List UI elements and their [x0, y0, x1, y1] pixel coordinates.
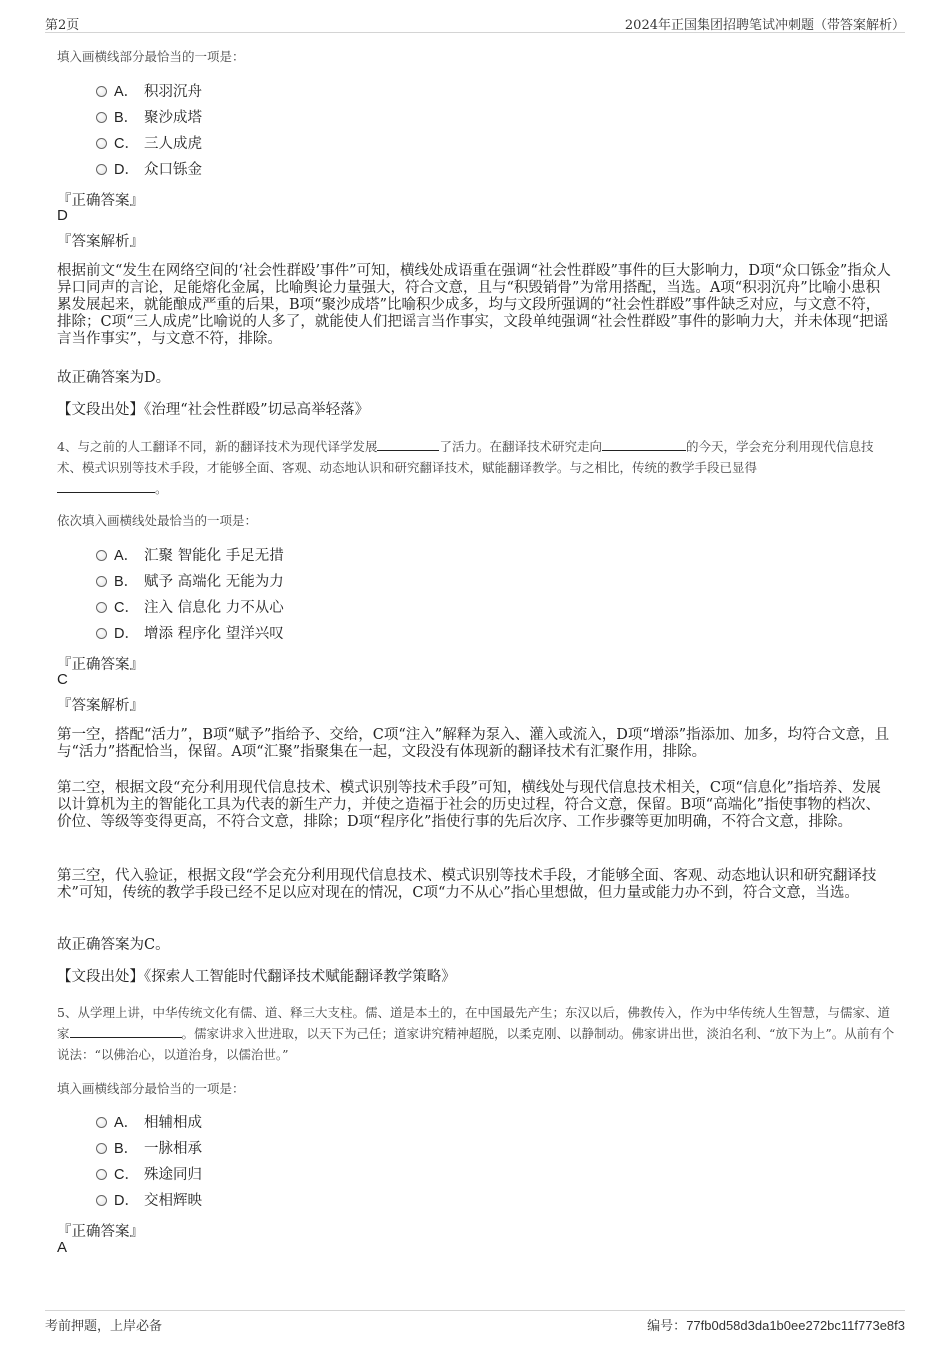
- document-code: 编号：77fb0d58d3da1b0ee272bc11f773e8f3: [647, 1318, 905, 1334]
- q4-option-b[interactable]: B． 赋予 高端化 无能为力: [96, 572, 284, 592]
- q5-answer: A: [57, 1239, 68, 1256]
- q5-option-c[interactable]: C． 殊途同归: [96, 1165, 202, 1185]
- q4-answer-label: 『正确答案』: [57, 657, 144, 673]
- page-footer: [45, 1310, 905, 1333]
- radio-icon[interactable]: [96, 1117, 107, 1128]
- q3-analysis-paragraph: 根据前文“发生在网络空间的‘社会性群殴’事件”可知，横线处成语重在强调“社会性群殴”事件的巨大影响力，D项“众口铄金”指众人异口同声的言论，足能熔化金属，比喻舆论力量强大，符合文意，且与“积毁销骨”为常用搭配，当选。A项“积羽沉舟”比喻小患积累发展起来，就能酿成严重的后果，B项“聚沙成塔”比喻积少成多，均与文段所强调的“社会性群殴”事件缺乏对应，与文意不符，排除；C项“三人成虎”比喻说的人多了，就能使人们把谣言当作事实，文段单纯强调“社会性群殴”事件的影响力大，并未体现“把谣言当作事实”，与文意不符，排除。: [57, 263, 891, 347]
- radio-icon[interactable]: [96, 1195, 107, 1206]
- radio-icon[interactable]: [96, 138, 107, 149]
- document-title: 2024年正国集团招聘笔试冲刺题（带答案解析）: [624, 18, 905, 33]
- q3-answer-label: 『正确答案』: [57, 193, 144, 209]
- blank-2: [602, 439, 686, 451]
- q3-option-a[interactable]: A． 积羽沉舟: [96, 82, 202, 102]
- q4-prompt: 依次填入画横线处最恰当的一项是：: [57, 513, 258, 528]
- page-header: [45, 14, 905, 33]
- q4-conclusion: 故正确答案为C。: [57, 937, 170, 953]
- q4-answer: C: [57, 671, 68, 688]
- q4-option-a[interactable]: A． 汇聚 智能化 手足无措: [96, 546, 284, 566]
- q4-option-c[interactable]: C． 注入 信息化 力不从心: [96, 598, 284, 618]
- q5-prompt: 填入画横线部分最恰当的一项是：: [57, 1081, 245, 1096]
- blank-3: [57, 481, 155, 493]
- radio-icon[interactable]: [96, 550, 107, 561]
- q3-source: 【文段出处】《治理“社会性群殴”切忌高举轻落》: [57, 402, 370, 418]
- radio-icon[interactable]: [96, 602, 107, 613]
- q3-answer: D: [57, 207, 68, 224]
- q5-option-a[interactable]: A． 相辅相成: [96, 1113, 202, 1133]
- radio-icon[interactable]: [96, 86, 107, 97]
- footer-slogan: 考前押题，上岸必备: [45, 1319, 163, 1334]
- q4-source: 【文段出处】《探索人工智能时代翻译技术赋能翻译教学策略》: [57, 969, 456, 985]
- q4-option-d[interactable]: D． 增添 程序化 望洋兴叹: [96, 624, 284, 644]
- q3-option-b[interactable]: B． 聚沙成塔: [96, 108, 202, 128]
- q4-analysis-paragraph-1: 第一空，搭配“活力”，B项“赋予”指给予、交给，C项“注入”解释为泵入、灌入或流入，D项“增添”指添加、加多，均符合文意，且与“活力”搭配恰当，保留。A项“汇聚”指聚集在一起，文段没有体现新的翻译技术有汇聚作用，排除。: [57, 727, 890, 760]
- page-number: 第2页: [45, 18, 80, 33]
- radio-icon[interactable]: [96, 628, 107, 639]
- radio-icon[interactable]: [96, 112, 107, 123]
- q5-option-b[interactable]: B． 一脉相承: [96, 1139, 202, 1159]
- q3-analysis-label: 『答案解析』: [57, 234, 144, 250]
- radio-icon[interactable]: [96, 164, 107, 175]
- q5-answer-label: 『正确答案』: [57, 1224, 144, 1240]
- q5-stem: 5、从学理上讲，中华传统文化有儒、道、释三大支柱。儒、道是本土的，在中国最先产生；东汉以后，佛教传入，作为中华传统人生智慧，与儒家、道家 。儒家讲求入世进取，以天下为己任；道家讲究精神超脱，以柔克刚、以静制动。佛家讲出世，淡泊名利、“放下为上”。从前有个说法：“以佛治心，以道治身，以儒治世。”: [57, 1005, 895, 1062]
- q3-conclusion: 故正确答案为D。: [57, 370, 171, 386]
- q4-analysis-paragraph-2: 第二空，根据文段“充分利用现代信息技术、模式识别等技术手段”可知，横线处与现代信息技术相关，C项“信息化”指培养、发展以计算机为主的智能化工具为代表的新生产力，并使之造福于社会的历史过程，符合文意，保留。B项“高端化”指使事物的档次、价位、等级等变得更高，不符合文意，排除；D项“程序化”指使行事的先后次序、工作步骤等更加明确，不符合文意，排除。: [57, 780, 881, 830]
- q4-analysis-paragraph-3: 第三空，代入验证，根据文段“学会充分利用现代信息技术、模式识别等技术手段，才能够全面、客观、动态地认识和研究翻译技术”可知，传统的教学手段已经不足以应对现在的情况，C项“力不从心”指心里想做，但力量或能力办不到，符合文意，当选。: [57, 868, 877, 901]
- blank-1: [70, 1026, 182, 1038]
- radio-icon[interactable]: [96, 1169, 107, 1180]
- q3-prompt: 填入画横线部分最恰当的一项是：: [57, 49, 245, 64]
- q3-option-d[interactable]: D． 众口铄金: [96, 160, 202, 180]
- q4-stem: 4、与之前的人工翻译不同，新的翻译技术为现代译学发展 了活力。在翻译技术研究走向 的今天，学会充分利用现代信息技术、模式识别等技术手段，才能够全面、客观、动态地认识和研究翻译技术，赋能翻译教学。与之相比，传统的教学手段已显得 。: [57, 439, 874, 496]
- q3-option-c[interactable]: C． 三人成虎: [96, 134, 202, 154]
- q5-option-d[interactable]: D． 交相辉映: [96, 1191, 202, 1211]
- q4-analysis-label: 『答案解析』: [57, 698, 144, 714]
- radio-icon[interactable]: [96, 576, 107, 587]
- blank-1: [377, 439, 439, 451]
- radio-icon[interactable]: [96, 1143, 107, 1154]
